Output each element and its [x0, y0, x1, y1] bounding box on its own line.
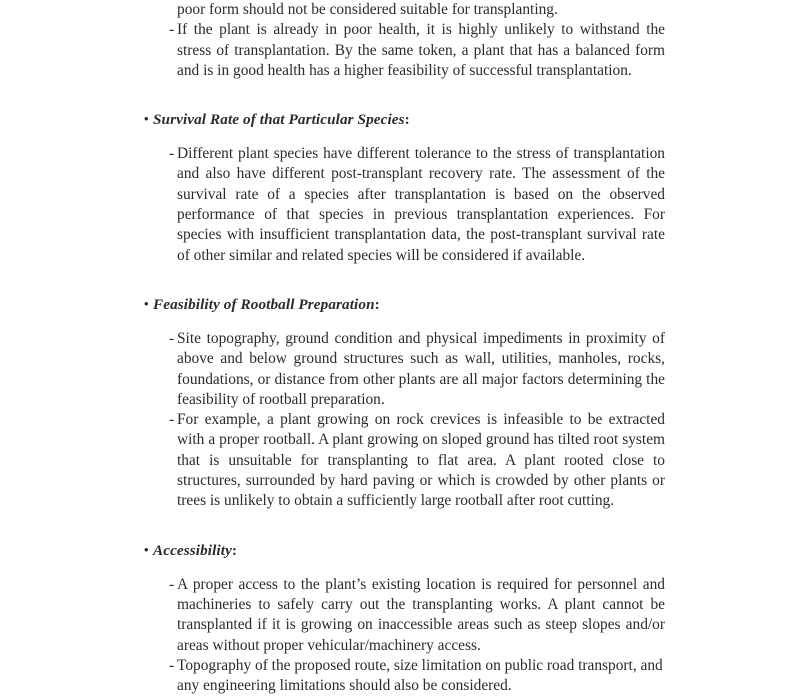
list-item	[144, 656, 665, 696]
spacer	[144, 266, 665, 294]
page-content	[144, 0, 665, 696]
dash-marker: -	[169, 411, 175, 429]
spacer	[144, 130, 665, 144]
spacer	[144, 512, 665, 540]
dash-marker: -	[169, 21, 175, 39]
list-item-text: Topography of the proposed route, size limitation on public road transport, and any engineering limitations should also be considered.	[177, 656, 663, 695]
section-list-survival-rate	[144, 144, 665, 266]
continuation-line: poor form should not be considered suitable for transplanting.	[177, 1, 558, 18]
dash-marker: -	[169, 656, 175, 674]
dash-marker: -	[169, 329, 175, 347]
section-list-feasibility-rootball	[144, 329, 665, 512]
list-item	[144, 410, 665, 511]
heading-colon: :	[404, 111, 410, 129]
section-heading-text: Survival Rate of that Particular Species	[153, 111, 405, 129]
spacer	[144, 561, 665, 575]
section-heading-text: Accessibility	[153, 541, 232, 559]
section-heading-accessibility	[144, 540, 665, 561]
bullet-icon: •	[144, 295, 149, 311]
list-item-text: If the plant is already in poor health, it is highly unlikely to withstand the stress of transplantation. By the same token, a plant that has a balanced form and is in good health has a higher feasibility of successful transplantation.	[177, 21, 665, 79]
heading-colon: :	[374, 295, 380, 313]
bullet-icon: •	[144, 111, 149, 127]
continuation-list	[144, 20, 665, 81]
dash-marker: -	[169, 145, 175, 163]
list-item	[144, 144, 665, 266]
spacer	[144, 315, 665, 329]
list-item	[144, 575, 665, 656]
list-item-text: A proper access to the plant’s existing location is required for personnel and machineries to safely carry out the transplanting works. A plant cannot be transplanted if it is growing on inaccessible areas such as steep slopes and/or areas without proper vehicular/machinery access.	[177, 575, 665, 654]
list-item	[144, 329, 665, 410]
spacer	[144, 81, 665, 109]
list-item-text: Site topography, ground condition and physical impediments in proximity of above and below ground structures such as wall, utilities, manholes, rocks, foundations, or distance from other plants are all major factors determining the feasibility of rootball preparation.	[177, 329, 665, 408]
section-heading-survival-rate	[144, 109, 665, 130]
dash-marker: -	[169, 575, 175, 593]
list-item-text: Different plant species have different tolerance to the stress of transplantation and also have different post-transplant recovery rate. The assessment of the survival rate of a species after transplantation is based on the observed performance of that species in previous transplantation experiences. For species with insufficient transplantation data, the post-transplant survival rate of other similar and related species will be considered if available.	[177, 145, 665, 264]
list-item	[144, 20, 665, 81]
section-heading-feasibility-rootball	[144, 294, 665, 315]
bullet-icon: •	[144, 541, 149, 557]
section-list-accessibility	[144, 575, 665, 696]
heading-colon: :	[231, 541, 238, 559]
list-item-text: For example, a plant growing on rock crevices is infeasible to be extracted with a proper rootball. A plant growing on sloped ground has tilted root system that is unsuitable for transplanting to flat area. A plant rooted close to structures, surrounded by hard paving or which is crowded by other plants or trees is unlikely to obtain a sufficiently large rootball after root cutting.	[177, 411, 665, 510]
section-heading-text: Feasibility of Rootball Preparation	[153, 295, 375, 313]
